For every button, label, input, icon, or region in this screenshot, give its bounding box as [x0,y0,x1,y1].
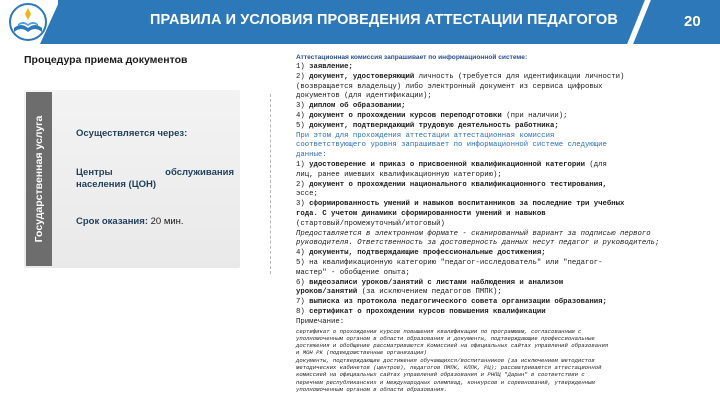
note-line: уполномоченным органом в области образования и документы, подтверждающие профессиональные [296,334,595,342]
doc-line [296,288,714,298]
scan-note [296,230,714,250]
doc-line [296,298,714,308]
doc-line [296,200,714,210]
doc-line-number: 8) [296,307,310,316]
note-line: уполномоченным органом в области образования. [296,385,448,393]
note-line: сертификат о прохождении курсов повышения квалификации по программам, согласованным с [296,327,582,335]
doc-line [296,269,714,279]
doc-line-rest: (возвращается владельцу) либо электронный документ из сервиса цифровых [296,82,603,91]
doc-line-bold: диплом об образовании; [309,102,406,111]
page-number: 20 [684,13,701,30]
doc-line-bold: документ о прохождении курсов переподготовки [309,111,502,120]
doc-line-rest: мастер" - обобщение опыта; [296,268,410,277]
doc-line [296,279,714,289]
doc-line-rest: документов (для идентификации); [296,92,432,101]
doc-line-number: 5) [296,121,310,130]
doc-line [296,92,714,102]
doc-line [296,249,714,259]
doc-line-bold: удостоверение и приказ о присвоенной квалификационной категории [309,160,586,169]
doc-line [296,308,714,318]
doc-line [296,220,714,230]
doc-line [296,122,714,132]
doc-list-2 [296,161,714,230]
doc-line-rest: лиц, ранее имевших квалификационную категорию); [296,170,502,179]
term-row [76,216,184,227]
requirements-column [296,54,714,393]
doc-line-number: 3) [296,102,310,111]
doc-line-number: 3) [296,200,310,209]
doc-line [296,102,714,112]
doc-line [296,181,714,191]
doc-line-bold: уроков/занятий [296,288,358,297]
requirements-heading: Аттестационная комиссия запрашивает по информационной системе: [296,54,528,61]
page-title: ПРАВИЛА И УСЛОВИЯ ПРОВЕДЕНИЯ АТТЕСТАЦИИ ПЕДАГОГОВ [150,12,618,28]
doc-line [296,112,714,122]
doc-line-bold: документы, подтверждающие профессиональные достижения; [309,249,546,258]
doc-line [296,63,714,73]
doc-line-rest: (при наличии); [501,111,568,120]
info-system-line: соответствующего уровня запрашивает по информационной системе следующие [296,141,607,150]
doc-line-bold: заявление; [309,63,353,71]
info-system-note [296,132,714,161]
doc-line-number: 7) [296,298,310,307]
doc-line-rest: на квалификационную категорию "педагог-исследователь" или "педагог- [309,258,603,267]
info-system-line: данные: [296,151,327,160]
note-list [296,328,714,394]
doc-line-bold: сертификат о прохождении курсов повышения квалификации [309,307,546,316]
doc-line-number: 1) [296,63,310,71]
note-line: комиссией на официальных сайтах управлений образования и РНПЦ "Дарын" в соответствии с [296,371,585,379]
doc-list-1 [296,63,714,132]
doc-line [296,259,714,269]
doc-line-bold: документ, удостоверяющий [309,72,415,81]
note-line: и МОН РК (подведомственные организации) [296,349,427,357]
book-logo-icon [6,2,50,42]
doc-line [296,161,714,171]
doc-line [296,190,714,200]
doc-line-rest: личность (требуется для идентификации личности) [414,72,625,81]
header-bar [0,0,720,44]
doc-line-rest: (за исключением педагогов ПМПК); [357,288,502,297]
doc-list-3 [296,249,714,318]
note-label: Примечание: [296,317,345,326]
section-subtitle: Процедура приема документов [24,54,188,66]
term-value: 20 мин. [147,216,184,227]
doc-line-rest: эссе; [296,190,318,199]
doc-line [296,171,714,181]
doc-line-rest: (стартовый/промежуточный/итоговый) [296,219,445,228]
note-line: документы, подтверждающие достижения обучающихся/воспитанников (за исключением методистов [296,356,595,364]
doc-line-number: 4) [296,111,310,120]
info-system-line: При этом для прохождения аттестации аттестационная комиссия [296,131,555,140]
scan-note-line: руководителя. Ответственность за достоверность данных несут педагог и руководитель; [296,239,660,248]
doc-line-bold: документ, подтверждающий трудовую деятельность работника; [309,121,559,130]
note-line: методических кабинетов (центров), педагогов ПМПК, КППК, РЦ); рассматриваются аттестационной [296,364,602,371]
column-divider [270,94,271,274]
service-tab [26,92,52,266]
doc-line-rest: (для [585,160,607,169]
doc-line-number: 5) [296,258,310,267]
doc-line [296,210,714,220]
doc-line [296,83,714,93]
doc-line-bold: выписка из протокола педагогического совета организации образования; [309,298,607,307]
doc-line [296,73,714,83]
doc-line-number: 1) [296,160,310,169]
centers-line1: Центры обслуживания [76,167,234,178]
doc-line-bold: года. С учетом динамики сформированности умений и навыков [296,209,546,218]
service-tab-label: Государственная услуга [33,115,45,243]
centers-line2: населения (ЦОН) [76,179,157,190]
note-line: перечнем республиканских и международных олимпиад, конкурсов и соревнований, утвержденным [296,378,595,386]
note-line: достижения и обобщение рассматриваются Комиссией на официальных сайтах управлений образования [296,342,609,350]
doc-line-bold: сформированность умений и навыков воспитанников за последние три учебных [309,200,625,209]
doc-line-bold: видеозаписи уроков/занятий с листами наблюдения и анализом [309,278,564,287]
doc-line-number: 2) [296,72,310,81]
scan-note-line: Предоставляется в электронном формате - сканированный вариант за подписью первого [296,229,651,238]
doc-line-number: 2) [296,180,310,189]
doc-line-number: 4) [296,249,310,258]
doc-line-bold: документ о прохождении национального квалификационного тестирования, [309,180,607,189]
term-label: Срок оказания: [76,216,148,227]
accept-label: Осуществляется через: [76,128,188,139]
doc-line-number: 6) [296,278,310,287]
